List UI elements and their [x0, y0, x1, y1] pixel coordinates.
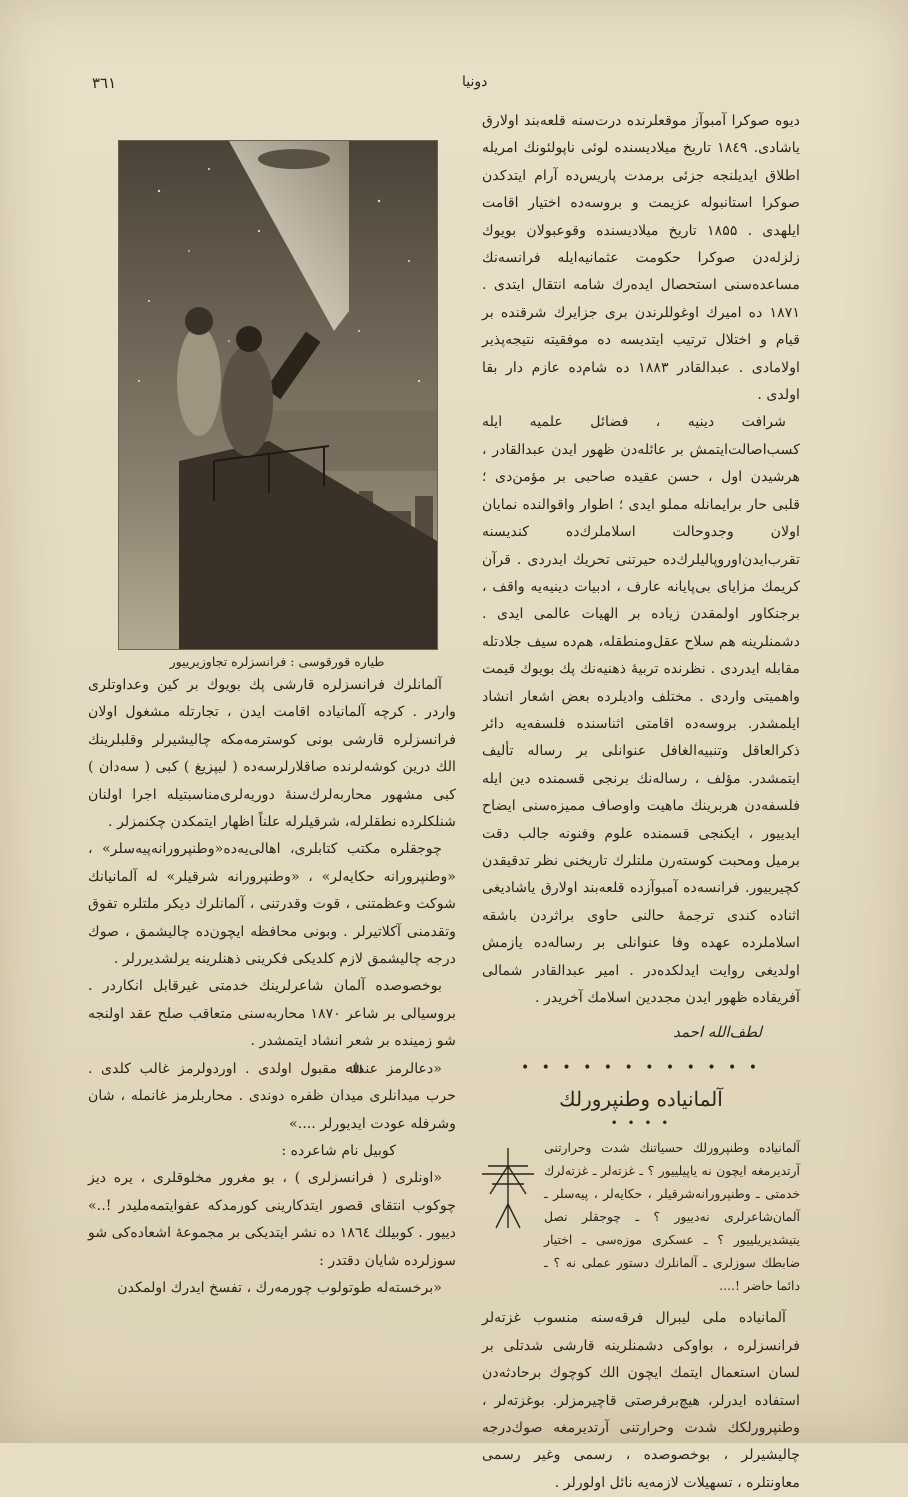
left-column — [88, 672, 456, 1302]
right-column — [482, 108, 800, 1497]
paragraph: چوجقلره مکتب کتابلری، اهالی‌یه‌ده‌«وطنپرورانه‌پیه‌سلر» ، «وطنپرورانه حکایه‌لر» ، «وطنپرورانه شرقیلر» له آلمانیانك شوکت وعظمتنی ، قوت وقدرتنی ، آلمانلرك دیکر ملتلره تفوق وتقدمنی آکلاتیرلر . وبونی محافظه ایچون‌ده چالیشمق ، صوك درجه چالیشمق لازم کلدیکی فکرینی ذهنلرینه یرلشدیررلر . — [88, 841, 456, 968]
figure-right-head — [236, 326, 262, 352]
page-number: ٣٦١ — [92, 74, 117, 92]
author-signature: لطف‌الله احمد — [673, 1023, 762, 1042]
section-stars: • • • • — [610, 1116, 672, 1131]
paragraph: آلمانلرك فرانسزلره قارشی پك بویوك بر کین وعداوتلری واردر . کرچه آلمانیاده اقامت ایدن ، تجارتله مشغول اولان فرانسزلره قارشی بونی کوسترمه‌مکه چالیشیرلر وقلبلرینك الك درین کوشه‌لرنده صاقلارلرسه‌ده ( لیپزیغ ) کبی ( سه‌دان ) کبی مشهور محاربه‌لرك‌سنهٔ دوریه‌لری‌مناسبتیله اجرا اولنان شنلکلرده نطقلرله، شرقیلرله علناً اظهار ایتمکدن چکنمزلر . — [88, 677, 456, 831]
abstract-text: آلمانیاده وطنپرورلك حسیاتنك شدت وحرارتنی آرتدیرمغه ایچون نه یاپیلییور ؟ ـ غزته‌لر ـ غزته‌لرك خدمتی ـ وطنپرورانه‌شرقیلر ، حکایه‌لر ، پیه‌سلر ـ آلمان‌شاعرلری نه‌دییور ؟ ـ چوجقلر نصل یتیشدیریلییور ؟ ـ عسکری موزه‌سی ـ اختیار ضابطك سوزلری ـ آلمانلرك دستور عملی نه ؟ ـ دائما حاضر !.... — [544, 1140, 800, 1294]
section-abstract — [482, 1136, 800, 1297]
figure-left-head — [185, 307, 213, 335]
illustration-figure — [118, 140, 438, 650]
paragraph: «دعالرمز عنداﷲ مقبول اولدی . اوردولرمز غالب کلدی . حرب میدانلری میدان ظفره دوندی . محاربلرمز غانمله ، شان وشرفله عودت ایدیورلر ....» — [88, 1060, 456, 1132]
paragraph: بوخصوصده آلمان شاعرلرینك خدمتی غیرقابل انکاردر . بروسیالی بر شاعر ۱۸۷۰ محاربه‌سنی متعاقب صلح عقد اولنجه شو زمینده بر شعر انشاد ایتمشدر . — [88, 978, 456, 1050]
paragraph: آلمانیاده ملی لیبرال فرقه‌سنه منسوب غزته‌لر فرانسزلره ، بواوکی دشمنلرینه قارشی شدتلی بر لسان استعمال ایتمك ایچون الك کوچوك برحادثه‌دن استفاده ایدرلر، هیچ‌برفرصتی قاچیرمزلر. بوغزته‌لر ، وطنپرورلکك شدت وحرارتنی آرتدیرمغه صوك‌درجه چالیشیرلر ، بوخصوصده ، رسمی وغیر رسمی معاونتلره ، تسهیلات لازمه‌یه نائل اولورلر . — [482, 1310, 800, 1491]
figure-caption: طیاره قورقوسی : فرانسزلره تجاوزیرییور — [169, 654, 385, 669]
figure-right-man — [221, 346, 273, 456]
zeppelin-searchlight-illustration — [119, 141, 437, 649]
section-heading: آلمانیاده وطنپرورلك — [559, 1087, 723, 1112]
paragraph: کوبیل نام شاعرده : — [281, 1142, 396, 1159]
telegraph-tower-icon — [482, 1144, 534, 1230]
paragraph: «اونلری ( فرانسزلری ) ، بو مغرور مخلوقلری ، یره دیز چوکوب انتقای قصور ایتدکارینی کورمدکه عفوایتمه‌ملیدر !..» دییور . کوبیلك ۱۸٦٤ ده نشر ایتدیکی بر مجموعهٔ اشعاده‌کی شو سوزلرده شایان دقتدر : — [88, 1170, 456, 1269]
figure-left-man — [177, 326, 221, 436]
zeppelin-airship — [258, 149, 330, 169]
separator-stars: • • • • • • • • • • • • — [520, 1060, 762, 1077]
paragraph: دیوه صوکرا آمبوآز موقعلرنده درت‌سنه قلعه‌بند اولارق یاشادی. ۱۸٤۹ تاریخ میلادیسنده لوئی ناپولئونك امریله اطلاق ایدیلنجه جزئی برمدت پاریس‌ده آرام ایتدکدن صوکرا استانبوله عزیمت و بروسه‌ده اختیار اقامت ایلهدی . ۱۸۵۵ تاریخ میلادیسنده وقوعبولان بویوك زلزله‌دن صوکرا حکومت عثمانیه‌ایله فرانسه‌نك مساعده‌سنی استحصال ایده‌رك شامه انتقال ایتدی . ۱۸۷۱ ده امیرك اوغوللرندن بری جزایرك شرقنده بر قیام و اختلال ترتیب ایتدیسه ده موفقیته نتیجه‌پذیر اولامادی . عبدالقادر ۱۸۸۳ ده شام‌ده عازم دار بقا اولدی . — [482, 113, 800, 404]
paragraph: شرافت دینیه ، فضائل علمیه ایله کسب‌اصالت‌ایتمش بر عائله‌دن ظهور ایدن عبدالقادر ، هرشیدن اول ، حسن عقیده صاحبی بر مؤمن‌دی ؛ قلبی حار برایمانله مملو ایدی ؛ اطوار واقوالنده نمایان اولان وجدوحالت اسلاملرك‌ده کندیسنه تقرب‌ایدن‌اوروپالیلرك‌ده حیرتنی تحریك ایدردی . قرآن کریمك مزایای بی‌پایانه عارف ، ادبیات دینیه‌یه واقف ، برجنکاور اولمقدن زیاده بر الهیات عالمی ایدی . دشمنلرینه هم سلاح عقل‌ومنطقله، هم‌ده سیف جلادتله مقابله ایدردی . نظرنده تربیهٔ ذهنیه‌نك پك بویوك قیمت واهمیتی واردی . مختلف وادیلرده بعض اشعار انشاد ایلمشدر. بروسه‌ده اقامتی اثناسنده فلسفه‌یه دائر ذکرالعاقل وتنبیه‌الغافل عنوانلی بر رساله تألیف ایتمشدر. مؤلف ، رساله‌نك برنجی قسمنده دین ایله فلسفه‌دن هربرینك ماهیت واوصاف ممیزه‌سنی ایضاح ایدییور ، ایکنجی قسمنده علوم وفنونه جالب دقت برمیل ومحبت کوسته‌رن ملتلرك تاریخنی نظر تدقیقدن کچیرییور. فرانسه‌ده آمبوآزده قلعه‌بند اولارق یاشادیغی اثناده کندی ترجمهٔ حالنی حاوی براثردن باشقه اسلاملرده عهده وفا عنوانلی بر رساله‌ده یازمش اولدیغی روایت ایدلکده‌در . امیر عبدالقادر شمالی آفریقاده ظهور ایدن مجددین اسلامك آخریدر . — [482, 414, 800, 1006]
paragraph: «برخسته‌له طوتولوب چورمه‌رك ، تفسخ ایدرك اولمکدن — [117, 1279, 442, 1296]
running-head-title: دونیا — [462, 74, 488, 90]
